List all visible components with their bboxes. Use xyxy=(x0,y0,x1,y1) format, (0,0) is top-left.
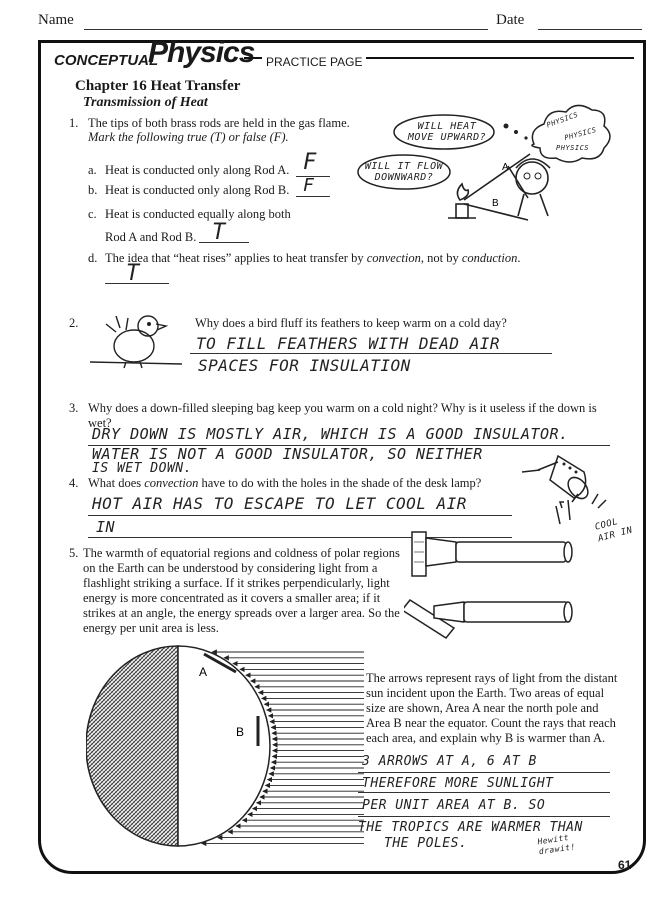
q4-number: 4. xyxy=(69,476,79,490)
bubble-heat-up: WILL HEAT MOVE UPWARD? xyxy=(407,121,487,143)
q5-number: 5. xyxy=(69,546,79,560)
banner-conceptual: CONCEPTUAL xyxy=(54,52,159,69)
q5-text: The warmth of equatorial regions and coldness of polar regions on the Earth can be understood by considering light from a flashlight striking a surface. If it strikes perpendicularly, light energy is more concentrated as it covers a smaller area; if it strikes at an angle, the energy spreads over a larger area. So the energy per unit area is less. xyxy=(83,546,400,635)
author-signature: Hewitt drawit! xyxy=(536,832,577,857)
q4-text xyxy=(88,476,481,491)
q2-text: Why does a bird fluff its feathers to keep warm on a cold day? xyxy=(195,316,507,330)
q5-answer-4: THE TROPICS ARE WARMER THAN xyxy=(358,820,583,835)
earth-day-side xyxy=(178,646,270,846)
flashlight-top xyxy=(426,538,456,566)
thought-physics-3: PHYSICS xyxy=(556,144,590,152)
q3-text: Why does a down-filled sleeping bag keep you warm on a cold night? Why is it useless if the down is wet? xyxy=(88,401,597,430)
area-b-label: B xyxy=(236,725,245,739)
chapter-title: Chapter 16 Heat Transfer xyxy=(75,78,241,94)
q1c-text1: Heat is conducted equally along both xyxy=(105,207,291,221)
q5-answer-1: 3 ARROWS AT A, 6 AT B xyxy=(362,754,537,769)
thought-physics-1: PHYSICS xyxy=(545,110,580,130)
q2-answer-1: TO FILL FEATHERS WITH DEAD AIR xyxy=(196,334,500,353)
q1a-text: Heat is conducted only along Rod A. xyxy=(105,163,290,177)
banner-practice-page: PRACTICE PAGE xyxy=(262,55,366,69)
area-a-label: A xyxy=(199,665,208,679)
q1d-text xyxy=(105,251,521,266)
q1b-answer: F xyxy=(303,175,315,196)
q1d-label: d. xyxy=(88,251,98,265)
student-head xyxy=(516,162,548,194)
q1b-text: Heat is conducted only along Rod B. xyxy=(105,183,290,197)
q1d-text-pre: The idea that “heat rises” applies to heat transfer by xyxy=(105,251,367,265)
name-field[interactable] xyxy=(84,29,488,30)
q1-instruction: Mark the following true (T) or false (F). xyxy=(88,130,289,144)
q4-answer-1: HOT AIR HAS TO ESCAPE TO LET COOL AIR xyxy=(92,494,467,513)
q5-line2[interactable] xyxy=(358,792,610,793)
q1-text: The tips of both brass rods are held in the gas flame. xyxy=(88,116,350,130)
q1a-label: a. xyxy=(88,163,97,177)
q4-line1[interactable] xyxy=(88,515,512,516)
thought-physics-2: PHYSICS xyxy=(563,125,598,143)
q4-convection: convection xyxy=(144,476,199,490)
q2-number: 2. xyxy=(69,316,79,330)
q4-answer-2: IN xyxy=(96,518,116,536)
earth-question-text: The arrows represent rays of light from the distant sun incident upon the Earth. Two areas of equal size are shown, Area A near the north pole and Area B near the equator. Count the rays that reach each area, and explain why B is warmer than A. xyxy=(366,671,618,745)
q3-answer-1: DRY DOWN IS MOSTLY AIR, WHICH IS A GOOD INSULATOR. xyxy=(92,425,569,443)
q1d-text-mid: , not by xyxy=(420,251,462,265)
q1d-answer: T xyxy=(126,261,140,286)
q5-answer-3: PER UNIT AREA AT B. SO xyxy=(362,798,546,813)
q4-text-pre: What does xyxy=(88,476,145,490)
q1c-answer: T xyxy=(212,220,226,245)
vertical-surface xyxy=(412,532,426,576)
q1a-answer: F xyxy=(303,150,317,175)
date-label: Date xyxy=(496,12,525,28)
q3-answer-2: WATER IS NOT A GOOD INSULATOR, SO NEITHER xyxy=(92,445,483,463)
q1d-convection: convection xyxy=(366,251,421,265)
rod-a xyxy=(464,154,530,200)
q3-number: 3. xyxy=(69,401,79,415)
q3-answer-3: IS WET DOWN. xyxy=(92,461,192,476)
q1d-text-end: . xyxy=(517,251,521,265)
earth-night-side xyxy=(86,646,178,846)
q5-line1[interactable] xyxy=(358,772,610,773)
banner-physics: Physics xyxy=(148,36,255,69)
q1b-blank[interactable] xyxy=(296,196,330,197)
q2-line1[interactable] xyxy=(190,353,552,354)
q1c-text2: Rod A and Rod B. xyxy=(105,230,197,244)
q5-answer-2: THEREFORE MORE SUNLIGHT xyxy=(362,776,554,791)
flashlight-bottom xyxy=(434,602,464,622)
bird-illustration xyxy=(86,308,186,378)
q1d-conduction: conduction xyxy=(461,251,518,265)
flashlights-illustration xyxy=(404,528,584,648)
q4-text-post: have to do with the holes in the shade of the desk lamp? xyxy=(198,476,482,490)
lamp-note: COOL AIR IN xyxy=(593,516,634,545)
q2-answer-2: SPACES FOR INSULATION xyxy=(198,356,411,375)
q1c-label: c. xyxy=(88,207,97,221)
date-field[interactable] xyxy=(538,29,642,30)
q1b-label: b. xyxy=(88,183,98,197)
rod-a-label: A xyxy=(502,162,509,173)
page-number: 61 xyxy=(618,858,632,872)
q5-line3[interactable] xyxy=(358,816,610,817)
q5-answer-5: THE POLES. xyxy=(384,836,468,851)
q1-number: 1. xyxy=(69,116,79,130)
name-label: Name xyxy=(38,12,74,28)
bubble-flow-down: WILL IT FLOW DOWNWARD? xyxy=(364,161,444,183)
earth-rays-diagram xyxy=(86,642,366,848)
chapter-subtitle: Transmission of Heat xyxy=(83,95,208,110)
rod-b-label: B xyxy=(492,198,499,209)
burner xyxy=(456,204,468,218)
